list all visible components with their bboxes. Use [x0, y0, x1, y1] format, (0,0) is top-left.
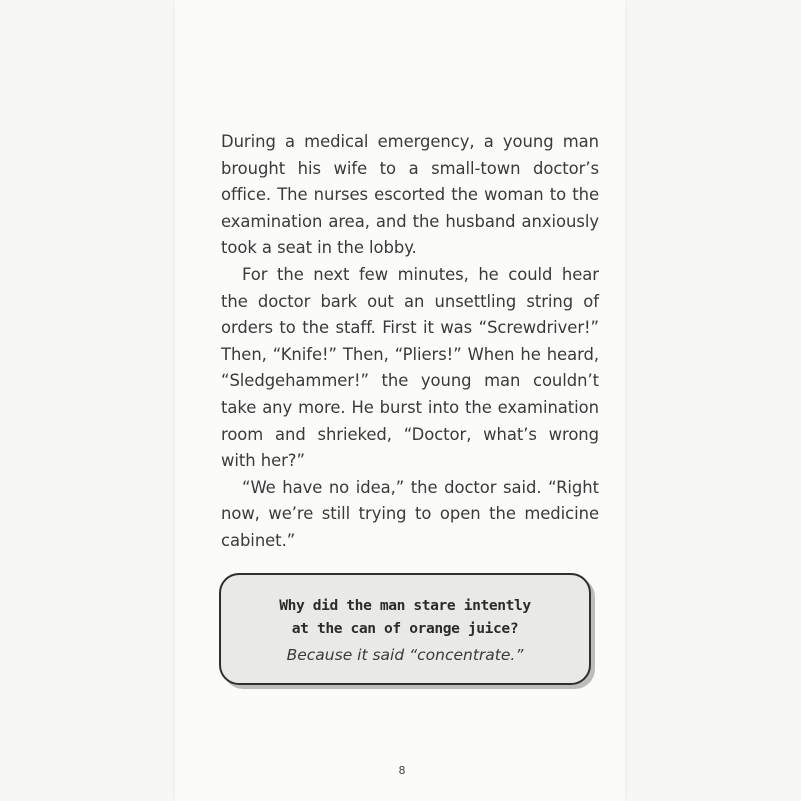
joke-question-line-2: at the can of orange juice? [291, 620, 519, 637]
joke-question-line-1: Why did the man stare intently [279, 597, 531, 614]
page-number: 8 [398, 764, 406, 777]
joke-answer: Because it said “concentrate.” [286, 646, 524, 664]
story-paragraph-1: During a medical emergency, a young man brought his wife to a small-town doctor’s office. The nurses escorted the woman to the examination area, and the husband anxiously took a seat in the lobby. [221, 132, 599, 258]
joke-question [221, 594, 589, 640]
story-paragraph-3: “We have no idea,” the doctor said. “Right now, we’re still trying to open the medicine cabinet.” [221, 477, 599, 550]
story-text [221, 129, 599, 555]
story-paragraph-2: For the next few minutes, he could hear the doctor bark out an unsettling string of orders to the staff. First it was “Screwdriver!” Then, “Knife!” Then, “Pliers!” When he heard, “Sledgehammer!” the young man couldn’t take any more. He burst into the examination room and shrieked, “Doctor, what’s wrong with her?” [221, 264, 599, 471]
joke-box [219, 573, 591, 685]
